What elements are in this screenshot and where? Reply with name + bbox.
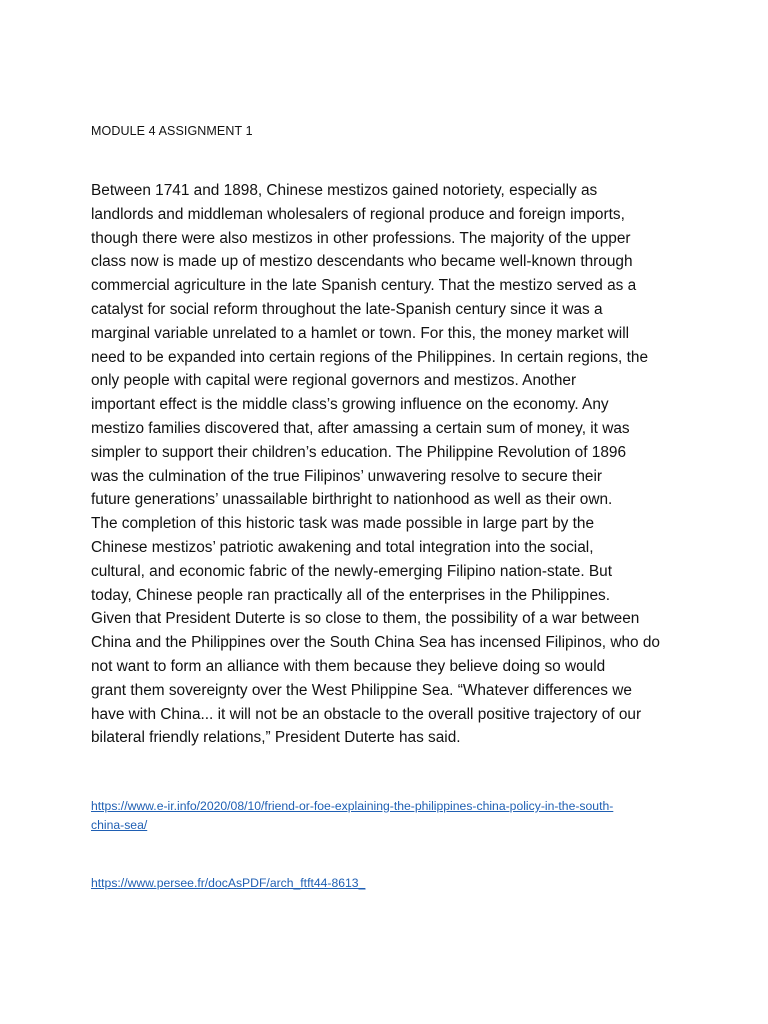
paragraph-line: grant them sovereignty over the West Philippine Sea. “Whatever differences we	[91, 681, 632, 699]
paragraph-line: commercial agriculture in the late Spanish century. That the mestizo served as a	[91, 277, 637, 295]
paragraph-line: cultural, and economic fabric of the newly-emerging Filipino nation-state. But	[91, 562, 612, 580]
paragraph-line: simpler to support their children’s education. The Philippine Revolution of 1896	[91, 443, 627, 461]
paragraph-line: was the culmination of the true Filipinos’ unwavering resolve to secure their	[91, 467, 602, 485]
paragraph-line: Between 1741 and 1898, Chinese mestizos gained notoriety, especially as	[91, 182, 598, 199]
paragraph-line: bilateral friendly relations,” President Duterte has said.	[91, 729, 461, 747]
paragraph-line: landlords and middleman wholesalers of regional produce and foreign imports,	[91, 205, 625, 223]
paragraph-line: Chinese mestizos’ patriotic awakening and total integration into the social,	[91, 538, 594, 556]
link-line[interactable]: china-sea/	[91, 817, 148, 832]
paragraph-line: have with China... it will not be an obstacle to the overall positive trajectory of our	[91, 705, 642, 723]
paragraph-line: class now is made up of mestizo descendants who became well-known through	[91, 253, 633, 271]
paragraph-line: Given that President Duterte is so close to them, the possibility of a war between	[91, 610, 640, 628]
paragraph-line: future generations’ unassailable birthright to nationhood as well as their own.	[91, 491, 613, 509]
paragraph-line: only people with capital were regional governors and mestizos. Another	[91, 372, 577, 390]
paragraph-line: not want to form an alliance with them because they believe doing so would	[91, 657, 606, 675]
paragraph-line: China and the Philippines over the South China Sea has incensed Filipinos, who do	[91, 634, 660, 652]
reference-link-e-ir[interactable]	[91, 797, 691, 834]
reference-link-persee[interactable]	[91, 874, 365, 893]
paragraph-line: today, Chinese people ran practically all of the enterprises in the Philippines.	[91, 586, 611, 604]
paragraph-line: marginal variable unrelated to a hamlet or town. For this, the money market will	[91, 324, 630, 342]
reference-link-persee-anchor[interactable]	[91, 874, 365, 893]
paragraph-line: important effect is the middle class’s growing influence on the economy. Any	[91, 396, 609, 414]
paragraph-line: catalyst for social reform throughout the late-Spanish century since it was a	[91, 300, 603, 318]
paragraph-line: The completion of this historic task was made possible in large part by the	[91, 515, 595, 533]
paragraph-line: mestizo families discovered that, after amassing a certain sum of money, it was	[91, 419, 630, 437]
paragraph-line: though there were also mestizos in other professions. The majority of the upper	[91, 229, 631, 247]
link-line[interactable]: https://www.e-ir.info/2020/08/10/friend-or-foe-explaining-the-philippines-china-policy-in-the-south-	[91, 799, 614, 813]
link-line[interactable]: https://www.persee.fr/docAsPDF/arch_ftft44-8613_	[91, 876, 366, 890]
document-heading: MODULE 4 ASSIGNMENT 1	[91, 124, 253, 138]
paragraph-line: need to be expanded into certain regions of the Philippines. In certain regions, the	[91, 348, 649, 366]
assignment-paragraph	[91, 179, 693, 750]
reference-link-e-ir-anchor[interactable]	[91, 797, 691, 834]
